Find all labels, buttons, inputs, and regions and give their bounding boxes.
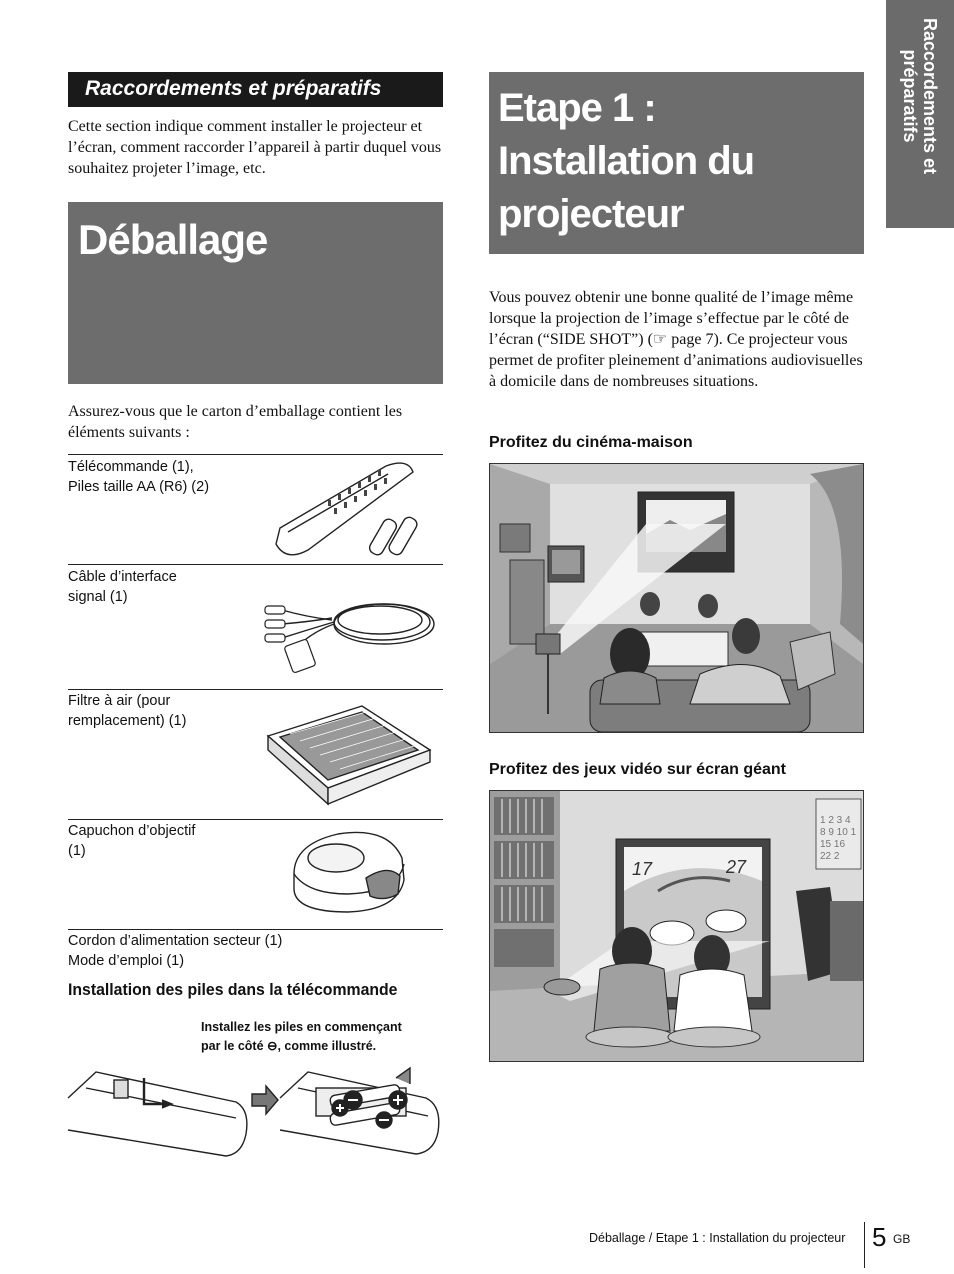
step-intro: Vous pouvez obtenir une bonne qualité de l’image même lorsque la projection de l’image s’effectue par le côté de l’écran (“SIDE SHOT”) (☞ page 7). Ce projecteur vous permet de profiter pleinement d’animations audiovisuelles à domicile dans de nombreuses situations.: [489, 289, 863, 390]
footer-divider: [864, 1222, 865, 1268]
battery-heading: Installation des piles dans la télécommande: [68, 980, 398, 999]
item-lens-cap: [68, 821, 268, 861]
game-speed-right: 27: [726, 857, 747, 877]
calendar-row: 8 9 10 1: [820, 827, 857, 838]
item-air-filter: [68, 691, 268, 731]
item-line: Filtre à air (pour: [68, 693, 171, 709]
section-intro: Cette section indique comment installer le projecteur et l’écran, comment raccorder l’appareil à partir duquel vous souhaitez projeter l’image, etc.: [68, 118, 442, 177]
battery-note: [201, 1018, 402, 1056]
divider: [68, 454, 443, 455]
item-line: Piles taille AA (R6) (2): [68, 479, 210, 495]
unpack-title: Déballage: [78, 216, 268, 263]
divider: [68, 929, 443, 930]
item-power-cord-manual: [68, 931, 443, 971]
item-line: Cordon d’alimentation secteur (1): [68, 933, 283, 949]
side-tab-label: Raccordements et préparatifs: [900, 18, 940, 175]
item-line: (1): [68, 843, 86, 859]
item-line: remplacement) (1): [68, 713, 187, 729]
item-line: Câble d’interface: [68, 569, 177, 585]
calendar-row: 15 16: [820, 839, 846, 850]
cinema-heading: Profitez du cinéma-maison: [489, 434, 693, 451]
item-line: Mode d’emploi (1): [68, 953, 185, 969]
home-cinema-illustration: [489, 463, 864, 733]
item-line: signal (1): [68, 589, 128, 605]
step-title-line: Etape 1 :: [498, 86, 656, 130]
game-speed-left: 17: [632, 859, 653, 879]
calendar-row: 22 2: [820, 851, 840, 862]
section-title: Raccordements et préparatifs: [68, 72, 443, 107]
item-remote: [68, 457, 268, 497]
item-line: Capuchon d’objectif: [68, 823, 196, 839]
footer-breadcrumb: Déballage / Etape 1 : Installation du projecteur: [589, 1231, 846, 1245]
check-text: Assurez-vous que le carton d’emballage contient les éléments suivants :: [68, 403, 403, 441]
battery-installation-illustration: [66, 1058, 450, 1168]
divider: [68, 819, 443, 820]
step-title-line: Installation du: [498, 139, 755, 183]
video-game-scene: [490, 791, 863, 1061]
battery-note-line: par le côté ⊖, comme illustré.: [201, 1039, 377, 1053]
interface-cable-illustration: [262, 582, 437, 682]
calendar-row: 1 2 3 4: [820, 815, 851, 826]
games-heading: Profitez des jeux vidéo sur écran géant: [489, 761, 786, 778]
step-title: [498, 82, 754, 241]
step-heading-box: [489, 72, 864, 254]
video-game-illustration: [489, 790, 864, 1062]
home-cinema-scene: [490, 464, 863, 732]
air-filter-illustration: [264, 704, 434, 808]
remote-and-batteries-illustration: [268, 458, 418, 560]
unpack-heading-box: [68, 202, 443, 384]
side-tab: [886, 0, 954, 228]
divider: [68, 564, 443, 565]
lens-cap-illustration: [288, 824, 412, 916]
page-number: 5: [872, 1222, 887, 1252]
divider: [68, 689, 443, 690]
battery-note-line: Installez les piles en commençant: [201, 1020, 402, 1034]
page-suffix: GB: [893, 1232, 911, 1246]
item-interface-cable: [68, 567, 268, 607]
step-title-line: projecteur: [498, 192, 684, 236]
item-line: Télécommande (1),: [68, 459, 194, 475]
